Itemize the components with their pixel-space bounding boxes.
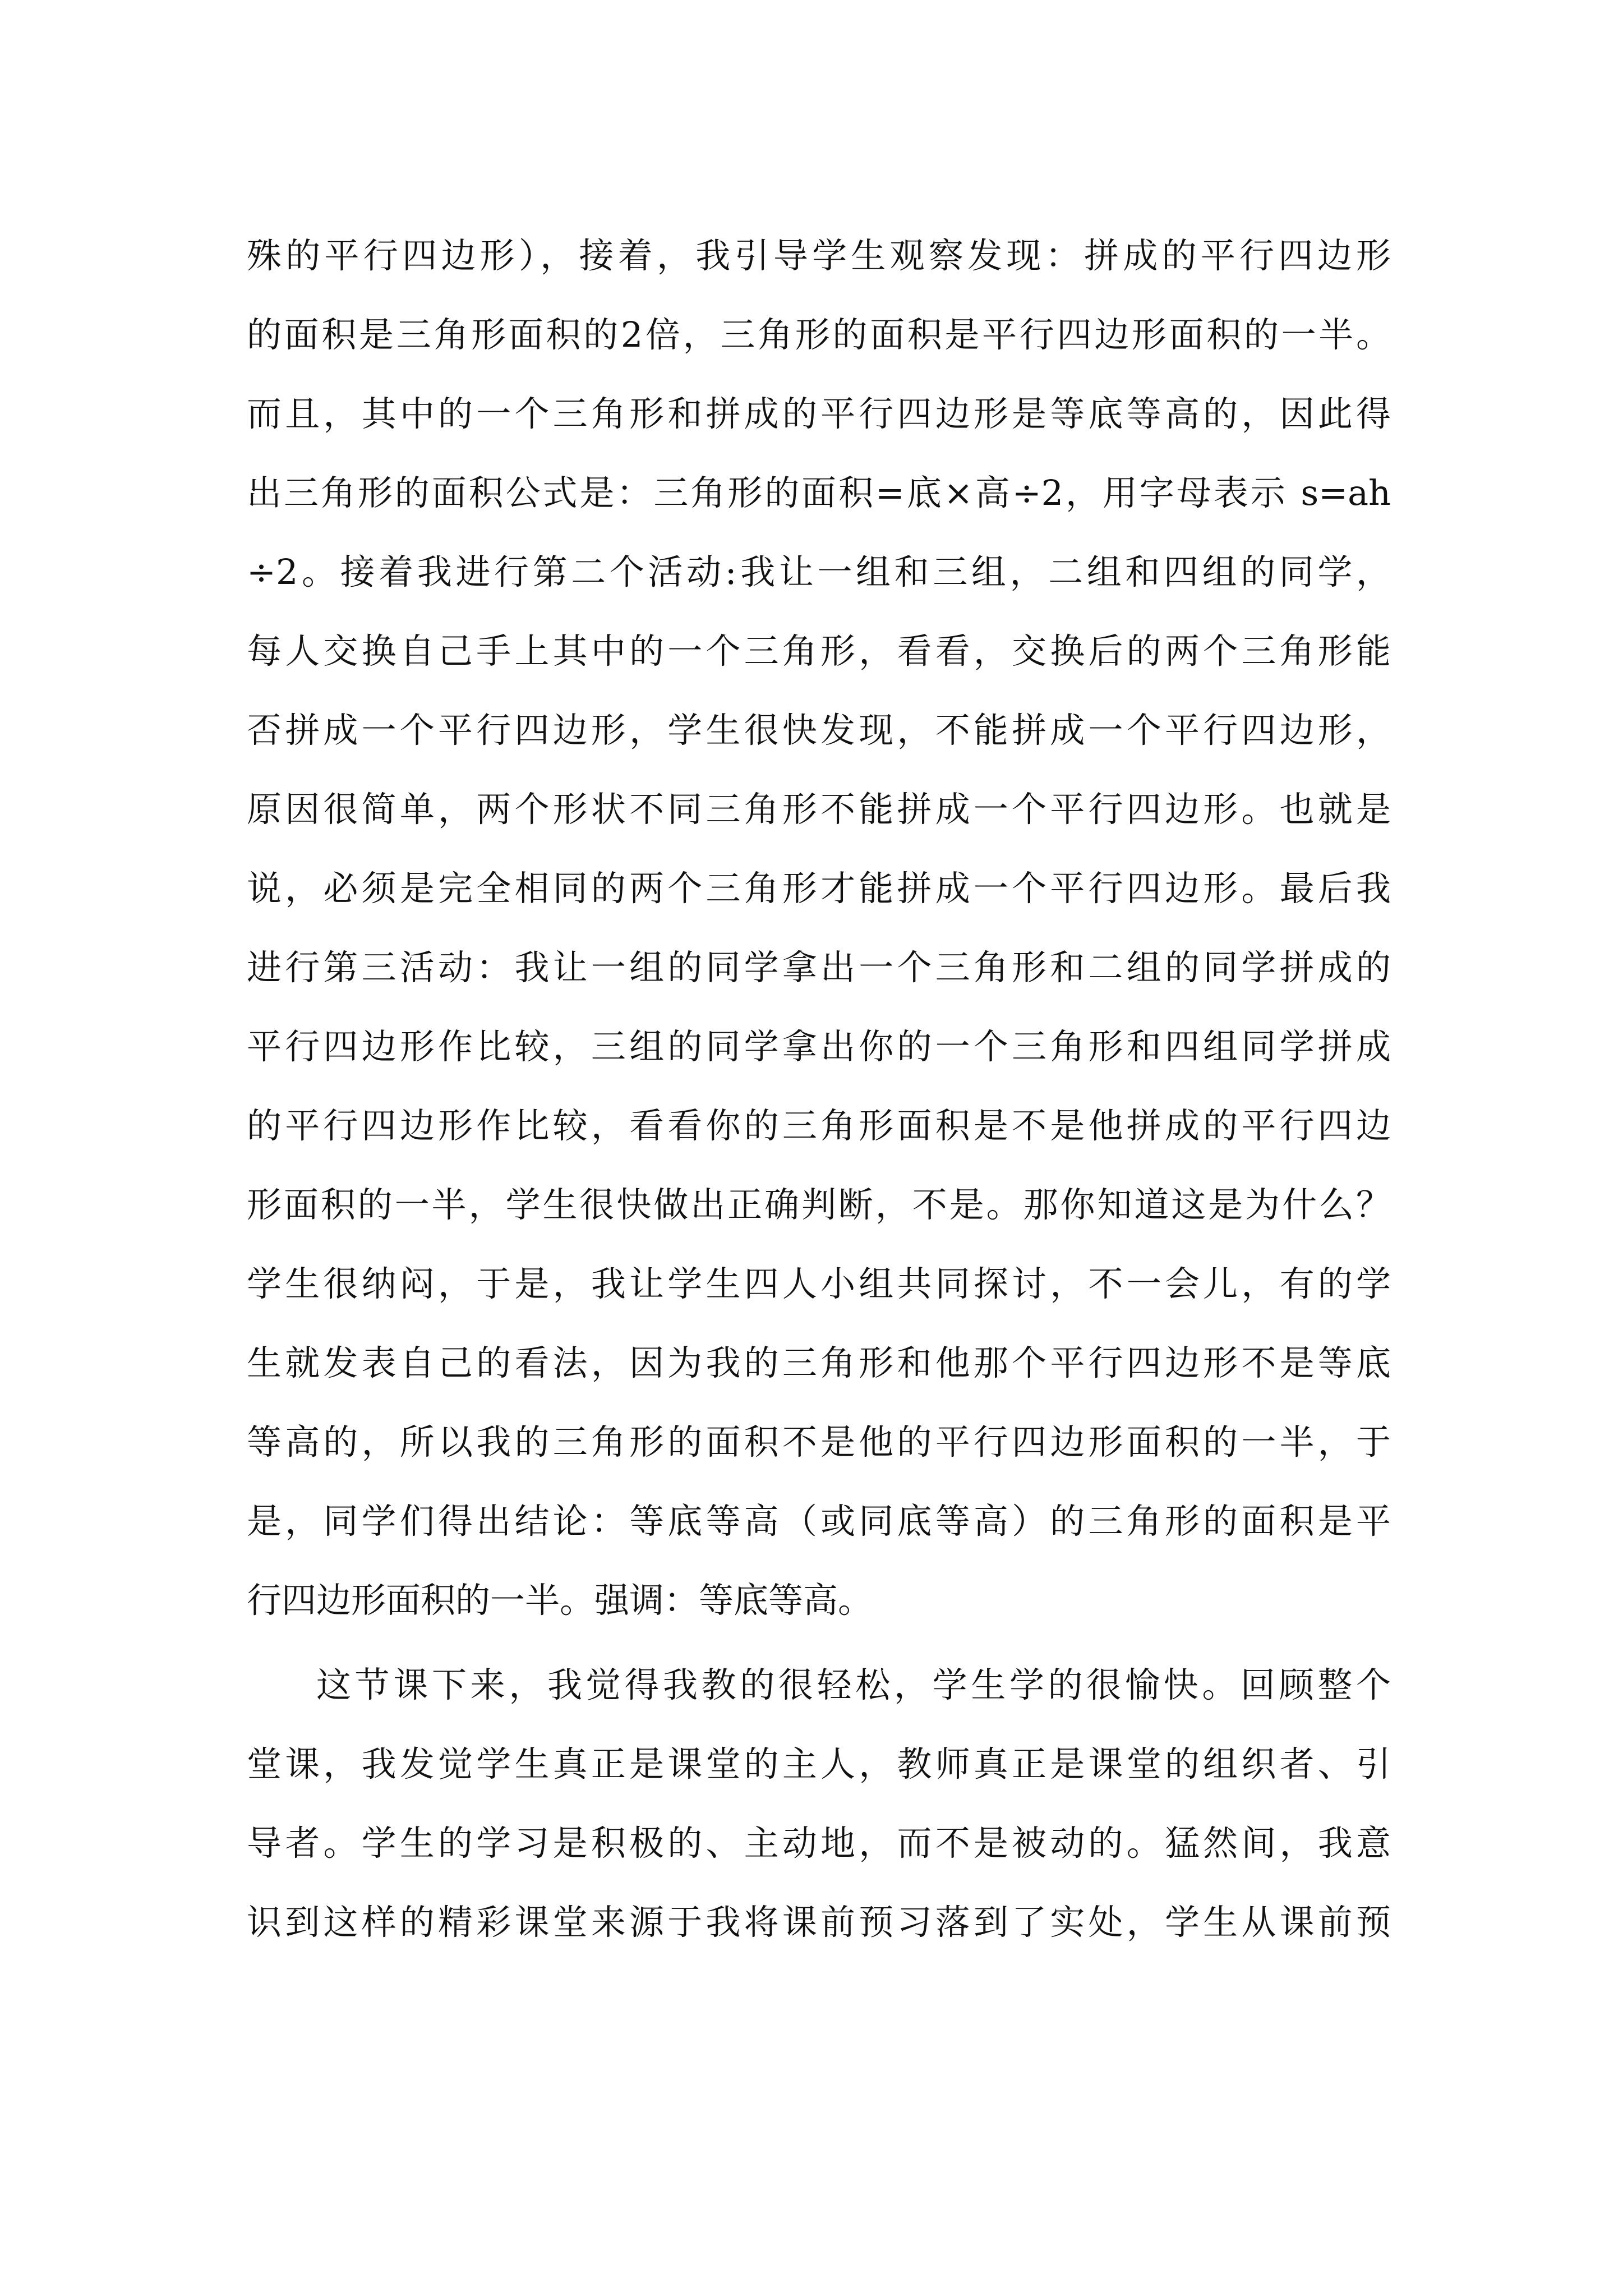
text-line-11: 平行四边形作比较，三组的同学拿出你的一个三角形和四组同学拼成 — [247, 1026, 1391, 1067]
text-line-18: 行四边形面积的一半。强调：等底等高。 — [247, 1580, 873, 1621]
text-line-1: 殊的平行四边形），接着，我引导学生观察发现：拼成的平行四边形 — [247, 235, 1391, 276]
text-line-8: 原因很简单，两个形状不同三角形不能拼成一个平行四边形。也就是 — [247, 789, 1391, 830]
text-line-14: 学生很纳闷，于是，我让学生四人小组共同探讨，不一会儿，有的学 — [247, 1263, 1391, 1304]
text-line-2: 的面积是三角形面积的2倍，三角形的面积是平行四边形面积的一半。 — [247, 314, 1391, 355]
text-line-4: 出三角形的面积公式是：三角形的面积=底×高÷2，用字母表示 s=ah — [247, 472, 1391, 513]
text-line-21: 导者。学生的学习是积极的、主动地，而不是被动的。猛然间，我意 — [247, 1823, 1391, 1864]
text-line-22: 识到这样的精彩课堂来源于我将课前预习落到了实处，学生从课前预 — [247, 1902, 1391, 1943]
text-line-6: 每人交换自己手上其中的一个三角形，看看，交换后的两个三角形能 — [247, 631, 1391, 671]
text-line-9: 说，必须是完全相同的两个三角形才能拼成一个平行四边形。最后我 — [247, 868, 1391, 909]
text-line-16: 等高的，所以我的三角形的面积不是他的平行四边形面积的一半，于 — [247, 1421, 1391, 1462]
text-line-7: 否拼成一个平行四边形，学生很快发现，不能拼成一个平行四边形， — [247, 710, 1391, 751]
text-line-10: 进行第三活动：我让一组的同学拿出一个三角形和二组的同学拼成的 — [247, 947, 1391, 988]
text-line-15: 生就发表自己的看法，因为我的三角形和他那个平行四边形不是等底 — [247, 1342, 1391, 1383]
text-line-3: 而且，其中的一个三角形和拼成的平行四边形是等底等高的，因此得 — [247, 393, 1391, 434]
text-line-19: 这节课下来，我觉得我教的很轻松，学生学的很愉快。回顾整个 — [316, 1664, 1391, 1705]
text-line-13: 形面积的一半，学生很快做出正确判断，不是。那你知道这是为什么？ — [247, 1184, 1391, 1225]
text-line-20: 堂课，我发觉学生真正是课堂的主人，教师真正是课堂的组织者、引 — [247, 1743, 1391, 1784]
document-body — [247, 216, 1391, 1962]
text-line-5: ÷2。接着我进行第二个活动:我让一组和三组，二组和四组的同学， — [247, 551, 1391, 592]
text-line-17: 是，同学们得出结论：等底等高（或同底等高）的三角形的面积是平 — [247, 1501, 1391, 1542]
text-line-12: 的平行四边形作比较，看看你的三角形面积是不是他拼成的平行四边 — [247, 1105, 1391, 1146]
